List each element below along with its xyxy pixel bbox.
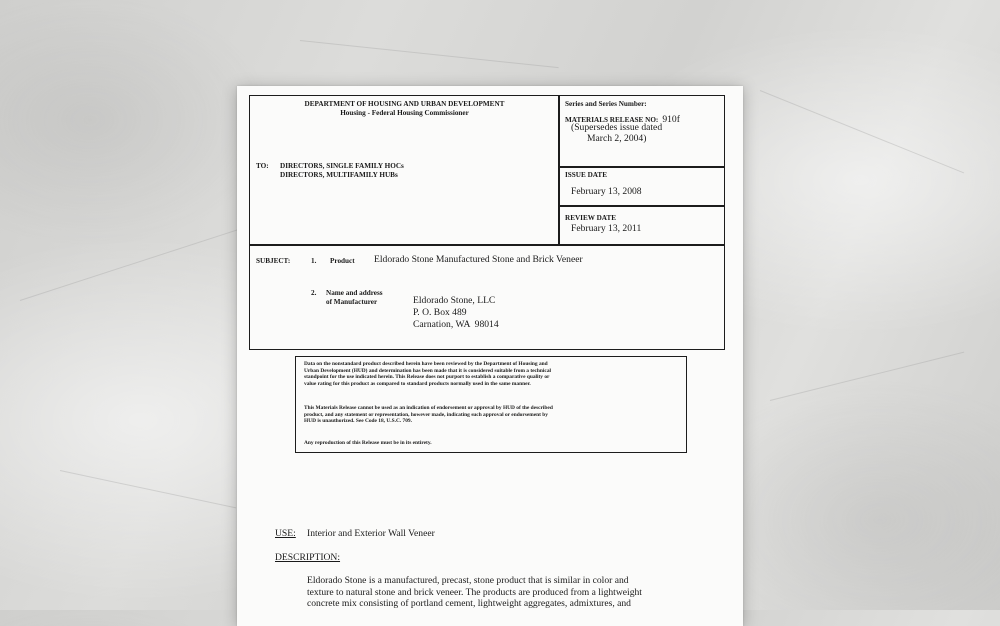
- notice-line: value rating for this product as compared to standard products normally used in the same manner.: [304, 380, 531, 387]
- materials-release-label: MATERIALS RELEASE NO:: [565, 116, 659, 124]
- subject-item-2-number: 2.: [311, 289, 317, 297]
- notice-line: product, and any statement or representation, however made, indicating such approval or endorsement by: [304, 411, 548, 418]
- review-date-value: February 13, 2011: [571, 223, 642, 234]
- series-label: Series and Series Number:: [565, 100, 647, 108]
- notice-line: HUD is unauthorized. See Code 18, U.S.C. 709.: [304, 418, 412, 425]
- marble-vein: [60, 470, 236, 508]
- header-box: [249, 95, 560, 246]
- department-subtitle: Housing - Federal Housing Commissioner: [340, 109, 469, 117]
- notice-line: This Materials Release cannot be used as an indication of endorsement or approval by HUD of the described: [304, 405, 553, 411]
- notice-paragraph-2: [304, 405, 553, 425]
- to-line-2: DIRECTORS, MULTIFAMILY HUBs: [280, 171, 398, 179]
- description-line: texture to natural stone and brick veneer. The products are produced from a lightweight: [307, 586, 642, 598]
- review-date-box: [558, 205, 725, 246]
- use-value: Interior and Exterior Wall Veneer: [307, 528, 435, 539]
- manufacturer-label-2: of Manufacturer: [326, 298, 378, 306]
- supersedes-line-1: (Supersedes issue dated: [571, 122, 663, 133]
- materials-release-number: 910f: [662, 114, 680, 125]
- use-label: USE:: [275, 528, 296, 539]
- description-text: [307, 575, 642, 610]
- document-page: [237, 86, 743, 626]
- issue-date-value: February 13, 2008: [571, 186, 642, 197]
- to-label: TO:: [256, 162, 269, 170]
- marble-vein: [770, 352, 964, 401]
- notice-line: Urban Development (HUD) and determination has been made that it is considered suitable from a technical: [304, 367, 552, 374]
- description-line: Eldorado Stone is a manufactured, precast, stone product that is similar in color and: [307, 575, 629, 586]
- notice-line: Data on the nonstandard product described herein have been reviewed by the Department of Housing and: [304, 361, 548, 367]
- issue-date-label: ISSUE DATE: [565, 171, 608, 179]
- manufacturer-label-1: Name and address: [326, 289, 383, 297]
- marble-vein: [760, 90, 964, 173]
- subject-item-1-label: Product: [330, 257, 355, 265]
- notice-paragraph-1: [304, 361, 551, 387]
- supersedes-line-2: March 2, 2004): [587, 133, 647, 144]
- description-line: concrete mix consisting of portland cement, lightweight aggregates, admixtures, and: [307, 598, 631, 609]
- manufacturer-name: Eldorado Stone, LLC: [413, 295, 496, 306]
- subject-box: [249, 244, 725, 350]
- subject-label: SUBJECT:: [256, 257, 291, 265]
- marble-vein: [300, 40, 559, 68]
- product-name: Eldorado Stone Manufactured Stone and Brick Veneer: [374, 254, 583, 265]
- series-box: [558, 95, 725, 168]
- notice-box: [295, 356, 687, 453]
- notice-line: standpoint for the use indicated herein. This Release does not purport to establish a comparative quality or: [304, 374, 550, 381]
- manufacturer-po-box: P. O. Box 489: [413, 307, 467, 318]
- notice-paragraph-3: Any reproduction of this Release must be in its entirety.: [304, 440, 432, 446]
- review-date-label: REVIEW DATE: [565, 214, 617, 222]
- subject-item-1-number: 1.: [311, 257, 317, 265]
- department-title: DEPARTMENT OF HOUSING AND URBAN DEVELOPMENT: [304, 100, 505, 108]
- manufacturer-city: Carnation, WA 98014: [413, 319, 499, 330]
- marble-vein: [20, 229, 239, 301]
- description-label: DESCRIPTION:: [275, 552, 341, 563]
- to-line-1: DIRECTORS, SINGLE FAMILY HOCs: [280, 162, 404, 170]
- issue-date-box: [558, 166, 725, 207]
